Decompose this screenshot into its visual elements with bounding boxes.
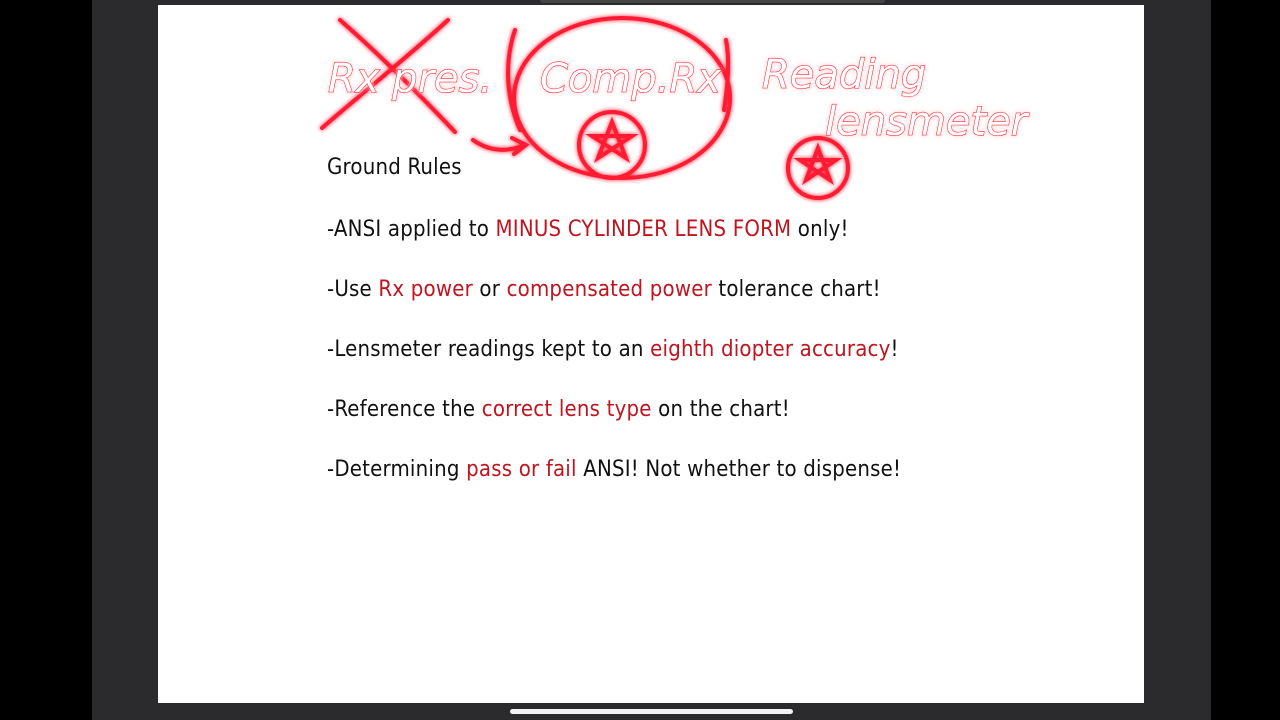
rule-text: ANSI! Not whether to dispense!	[576, 457, 902, 482]
rule-item	[327, 337, 899, 362]
home-indicator	[510, 709, 793, 714]
annotation-lensmeter: lensmeter	[825, 99, 1028, 145]
slide-heading: Ground Rules	[327, 155, 462, 180]
rule-text: on the chart!	[651, 397, 790, 422]
annotation-comp-rx: Comp.Rx	[540, 56, 721, 102]
rule-text: -ANSI applied to	[327, 217, 496, 242]
rule-highlight-text: compensated power	[506, 277, 712, 302]
rule-item	[327, 457, 901, 482]
rule-text: -Determining	[327, 457, 467, 482]
rule-text: only!	[791, 217, 849, 242]
rule-text: -Reference the	[327, 397, 482, 422]
rule-text: !	[890, 337, 899, 362]
rule-item	[327, 217, 849, 242]
rule-highlight-text: MINUS CYLINDER LENS FORM	[495, 217, 792, 242]
rule-text: tolerance chart!	[711, 277, 881, 302]
rule-highlight-text: correct lens type	[481, 397, 652, 422]
rule-highlight-text: eighth diopter accuracy	[650, 337, 891, 362]
annotation-rx-pres: Rx pres.	[328, 56, 493, 102]
rule-text: -Lensmeter readings kept to an	[327, 337, 651, 362]
rule-highlight-text: Rx power	[378, 277, 473, 302]
annotation-reading: Reading	[762, 52, 927, 98]
rule-item	[327, 277, 881, 302]
rule-text: or	[472, 277, 507, 302]
rule-item	[327, 397, 790, 422]
rule-text: -Use	[327, 277, 379, 302]
top-notch	[540, 0, 885, 3]
rule-highlight-text: pass or fail	[466, 457, 577, 482]
